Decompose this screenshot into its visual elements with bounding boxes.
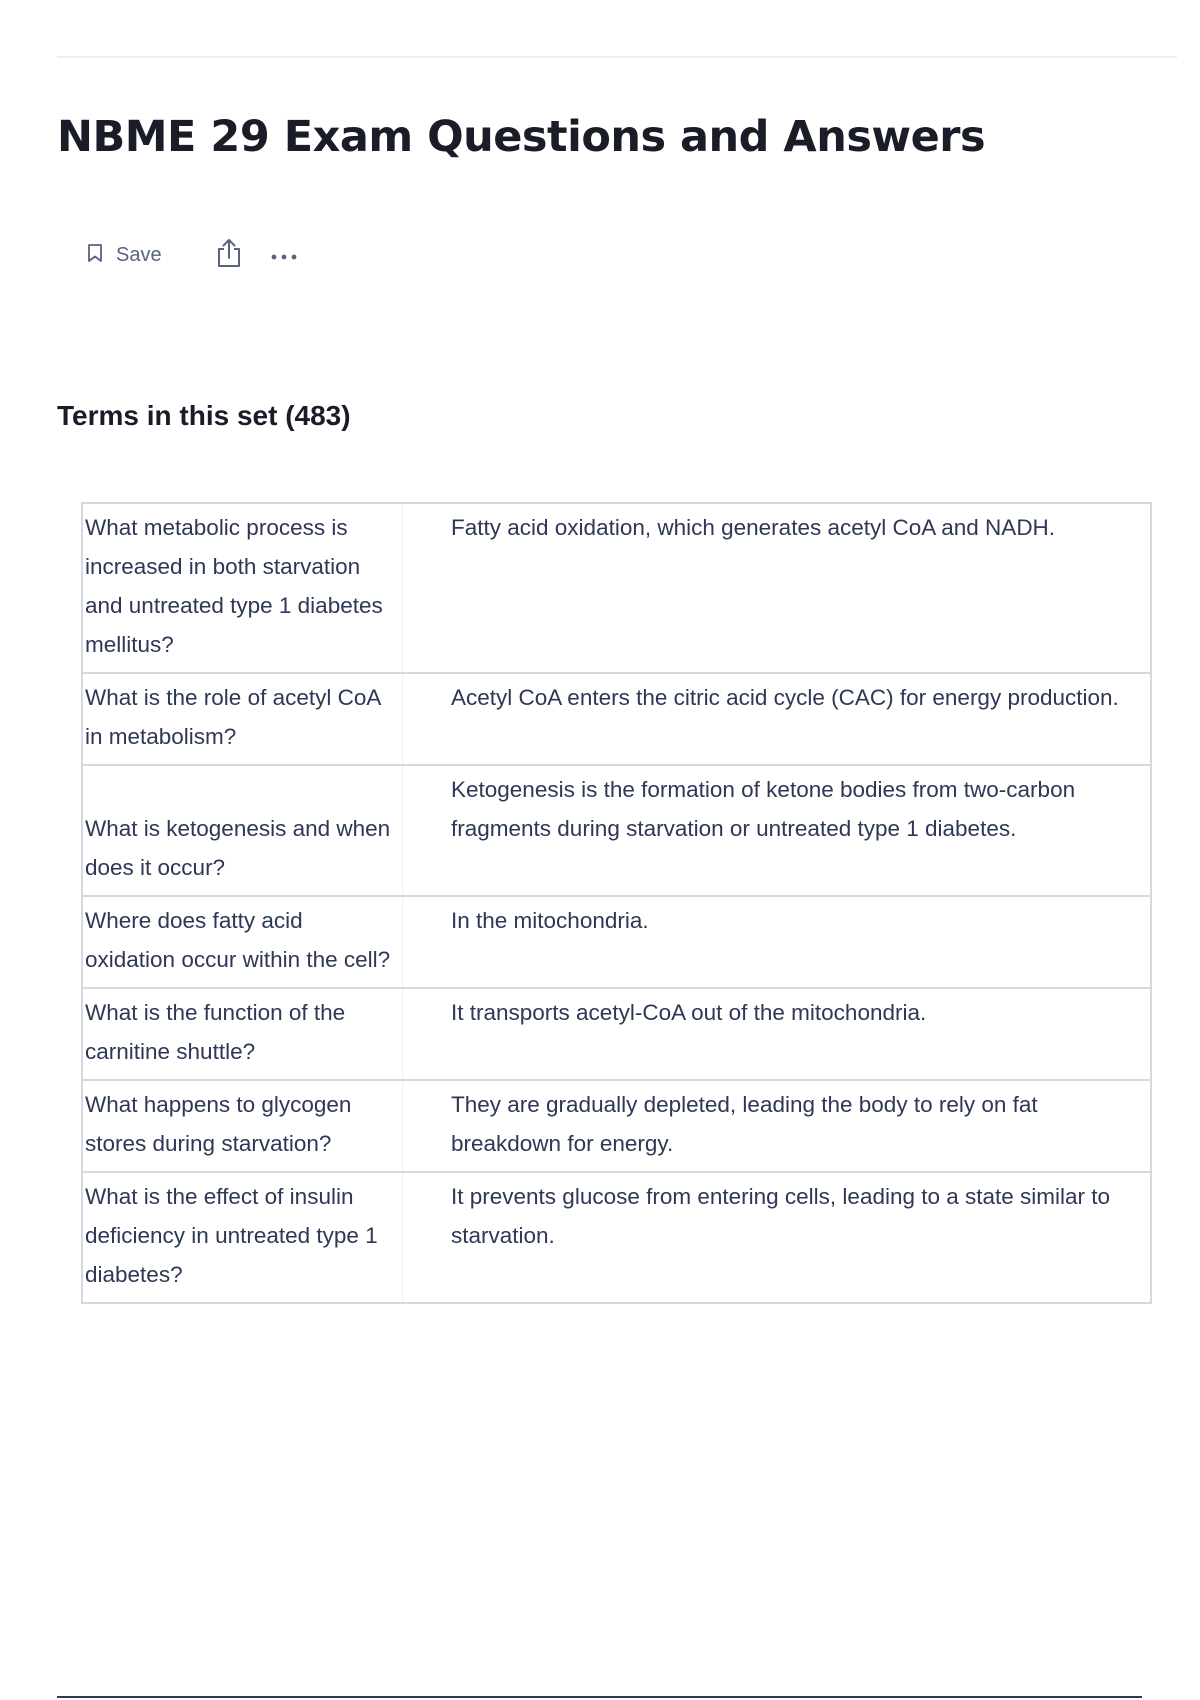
term-answer: Fatty acid oxidation, which generates acetyl CoA and NADH. [451,515,1056,540]
share-icon [215,237,243,273]
term-answer: Acetyl CoA enters the citric acid cycle (CAC) for energy production. [451,685,1119,710]
term-row [83,504,1150,672]
bookmark-icon [86,243,104,267]
top-divider [57,56,1177,58]
term-question: What happens to glycogen stores during starvation? [83,1081,403,1171]
share-button[interactable] [214,239,244,271]
set-actions-toolbar [86,236,300,274]
term-row [83,895,1150,987]
more-options-button[interactable] [268,243,300,267]
term-question: What metabolic process is increased in both starvation and untreated type 1 diabetes mellitus? [83,504,403,672]
term-row [83,1079,1150,1171]
save-button[interactable] [86,243,162,267]
term-answer: Ketogenesis is the formation of ketone bodies from two-carbon fragments during starvation or untreated type 1 diabetes. [451,777,1076,841]
term-question: What is the effect of insulin deficiency in untreated type 1 diabetes? [83,1173,403,1302]
bottom-divider [57,1696,1142,1698]
term-row [83,672,1150,764]
save-label: Save [116,243,162,266]
term-answer: It transports acetyl-CoA out of the mitochondria. [451,1000,927,1025]
terms-heading: Terms in this set (483) [57,400,351,431]
term-answer: It prevents glucose from entering cells, leading to a state similar to starvation. [451,1184,1111,1248]
term-row [83,764,1150,895]
term-row [83,1171,1150,1302]
more-icon [269,246,299,265]
term-answer: In the mitochondria. [451,908,649,933]
term-answer: They are gradually depleted, leading the body to rely on fat breakdown for energy. [451,1092,1038,1156]
term-row [83,987,1150,1079]
term-question: Where does fatty acid oxidation occur within the cell? [83,897,403,987]
term-question: What is ketogenesis and when does it occur? [83,766,403,895]
term-question: What is the role of acetyl CoA in metabolism? [83,674,403,764]
term-question: What is the function of the carnitine shuttle? [83,989,403,1079]
terms-table [81,502,1152,1304]
page-title: NBME 29 Exam Questions and Answers [57,112,986,162]
